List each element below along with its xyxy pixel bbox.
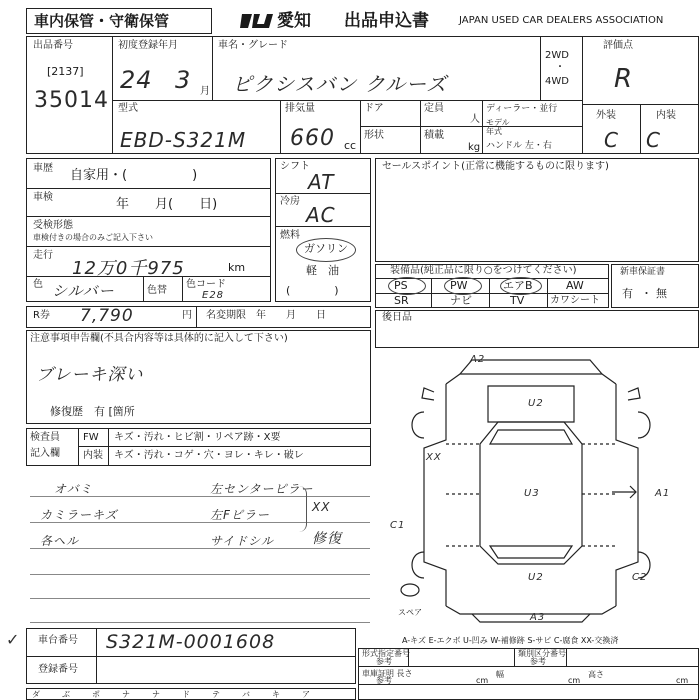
- registration-month-unit: 月: [200, 86, 210, 97]
- inspector-note-1: オバミ: [54, 482, 93, 496]
- aircon-value: AC: [306, 203, 336, 227]
- sales-point-label: セールスポイント(正常に機能するものに限ります): [382, 161, 609, 172]
- recycle-value: 7,790: [80, 306, 134, 326]
- equip-tv: TV: [510, 294, 525, 307]
- lot-label: 出品番号: [33, 40, 73, 51]
- history-label: 車歴: [33, 163, 53, 174]
- rating-value: R: [614, 64, 634, 94]
- org-name: 愛知: [277, 11, 311, 31]
- displacement-label: 排気量: [285, 103, 315, 114]
- recycle-label: R券: [33, 310, 50, 321]
- inspector-note-7: XX: [312, 500, 331, 514]
- width-label: 幅: [496, 670, 504, 679]
- lot-number: 35014: [34, 88, 109, 113]
- association-name: JAPAN USED CAR DEALERS ASSOCIATION: [459, 15, 664, 26]
- mileage-value: 12万0千975: [72, 258, 185, 279]
- footer-label-6: ド: [182, 690, 190, 699]
- bracket-mark: [298, 486, 307, 532]
- exterior-grade: C: [604, 128, 619, 152]
- interior-grade: C: [646, 128, 661, 152]
- doors-label: ドア: [364, 103, 384, 114]
- color-label: 色: [33, 279, 43, 290]
- footer-label-3: ポ: [92, 690, 100, 699]
- footer-label-1: ダ: [32, 690, 40, 699]
- model-value: EBD-S321M: [120, 128, 247, 152]
- damage-mark-u3: U3: [524, 488, 540, 499]
- damage-mark-c2: C2: [632, 572, 648, 583]
- drive-4wd: 4WD: [545, 76, 569, 87]
- fuel-diesel: 軽 油: [306, 264, 339, 277]
- inspector-row2-head: 内装: [83, 450, 103, 461]
- displacement-unit: cc: [344, 139, 357, 152]
- color-code-label: 色コード: [186, 279, 226, 290]
- lot-code: [2137]: [47, 65, 84, 78]
- damage-mark-a2: A2: [470, 354, 486, 365]
- inspector-note-4: 左センターピラー: [210, 482, 314, 496]
- model-label: 型式: [118, 103, 138, 114]
- length-unit: cm: [476, 676, 489, 685]
- height-unit: cm: [676, 676, 689, 685]
- meigi-label: 名変期限: [206, 310, 246, 321]
- drive-2wd: 2WD: [545, 50, 569, 61]
- handle-label: ハンドル 左・右: [486, 141, 552, 151]
- inspector-row1-head: FW: [83, 432, 99, 443]
- inspector-note-6: サイドシル: [210, 534, 274, 548]
- ps-circle: [388, 277, 426, 295]
- load-unit: kg: [468, 142, 481, 153]
- color-change-label: 色替: [147, 285, 167, 296]
- chassis-label: 車台番号: [38, 635, 78, 646]
- color-code-value: E28: [202, 290, 225, 301]
- interior-label: 内装: [656, 110, 676, 121]
- class-num-label: 類別区分番号: [518, 649, 566, 658]
- reg-number-label: 登録番号: [38, 664, 78, 675]
- sales-point-box: [375, 158, 699, 262]
- warranty-label: 新車保証書: [620, 267, 666, 277]
- load-label: 積載: [424, 130, 444, 141]
- inspection-value: 年 月( 日): [116, 197, 218, 212]
- damage-mark-xx: XX: [426, 452, 442, 463]
- year-word-label: 年式: [486, 127, 502, 136]
- footer-label-10: ア: [302, 690, 310, 699]
- shape-label: 形状: [364, 130, 384, 141]
- shift-value: AT: [308, 170, 335, 194]
- exterior-label: 外装: [596, 110, 616, 121]
- meigi-value: 年 月 日: [256, 310, 326, 321]
- ju-logo-icon: [238, 10, 280, 32]
- equip-ps: PS: [394, 279, 408, 292]
- height-label: 高さ: [588, 670, 604, 679]
- inspection-label: 車検: [33, 192, 53, 203]
- fuel-label: 燃料: [280, 230, 300, 241]
- footer-label-5: ナ: [152, 690, 160, 699]
- damage-mark-u2-top: U2: [528, 398, 544, 409]
- inspector-note-3: 各ヘル: [40, 534, 80, 548]
- equip-aw: AW: [566, 279, 584, 292]
- after-fit-box: [375, 310, 699, 348]
- dealer-label: ディーラー・並行: [486, 104, 558, 114]
- footer-label-4: ナ: [122, 690, 130, 699]
- history-value: 自家用・( ): [70, 168, 198, 183]
- check-mark-icon: ✓: [6, 630, 20, 649]
- recycle-unit: 円: [182, 310, 192, 321]
- damage-mark-a1: A1: [655, 488, 671, 499]
- shape-cert-ref: 参考: [376, 657, 392, 666]
- reception-note: 車検付きの場合のみご記入下さい: [33, 233, 153, 242]
- inspector-row1: キズ・汚れ・ヒビ割・リペア跡・X要: [114, 432, 281, 443]
- equip-leather-seat: カワシート: [550, 295, 600, 306]
- footer-label-2: ぶ: [62, 690, 70, 699]
- notes-label: 注意事項申告欄(不具合内容等は具体的に記入して下さい): [30, 333, 288, 344]
- registration-month: 3: [175, 66, 192, 94]
- footer-label-9: キ: [272, 690, 280, 699]
- form-title: 出品申込書: [344, 11, 429, 31]
- footer-label-8: バ: [242, 690, 250, 699]
- rating-label: 評価点: [603, 40, 633, 51]
- equip-pw: PW: [450, 279, 468, 292]
- storage-note: 車内保管・守衛保管: [34, 12, 170, 30]
- pw-circle: [444, 277, 482, 295]
- damage-mark-u2-bottom: U2: [528, 572, 544, 583]
- mileage-label: 走行: [33, 250, 53, 261]
- aircon-label: 冷房: [280, 196, 300, 207]
- inspector-note-5: 左Fピラー: [210, 508, 270, 522]
- repair-history: 修復歴 有 [箇所: [50, 405, 135, 418]
- equipment-label: 装備品(純正品に限り○をつけてください): [390, 265, 577, 276]
- vehicle-name: ピクシスバン クルーズ: [232, 72, 448, 96]
- notes-handwritten: ブレーキ深い: [36, 365, 144, 385]
- shape-cert-label: 形式指定番号: [362, 649, 410, 658]
- inspector-row2: キズ・汚れ・コゲ・穴・ヨレ・キレ・破レ: [114, 450, 304, 461]
- damage-mark-c1: C1: [390, 520, 406, 531]
- airbag-circle: [500, 277, 542, 295]
- capacity-unit: 人: [470, 114, 480, 125]
- vehicle-name-label: 車名・グレード: [218, 40, 288, 51]
- footer-label-7: テ: [212, 690, 220, 699]
- warranty-yes: 有: [622, 287, 633, 300]
- shift-label: シフト: [280, 161, 310, 172]
- capacity-label: 定員: [424, 103, 444, 114]
- ju-logo: [238, 10, 280, 32]
- equip-sr: SR: [394, 294, 409, 307]
- displacement-value: 660: [290, 126, 335, 151]
- class-num-ref: 参考: [530, 657, 546, 666]
- inspector-label-2: 記入欄: [30, 448, 60, 459]
- equip-airbag: エアB: [503, 279, 533, 292]
- dims-label: 車庫証明 長さ: [362, 669, 413, 678]
- model-year-label: モデル: [486, 118, 510, 127]
- chassis-value: S321M-0001608: [106, 631, 276, 653]
- after-fit-label: 後日品: [382, 312, 412, 323]
- fuel-other: ( ): [286, 284, 339, 297]
- mileage-unit: km: [228, 261, 246, 274]
- reception-label: 受検形態: [33, 220, 73, 231]
- equip-navi: ナビ: [450, 294, 472, 307]
- registration-year: 24: [120, 66, 153, 94]
- spare-label: スペア: [398, 608, 422, 617]
- dims-ref: 参考: [376, 676, 392, 685]
- inspector-label-1: 検査員: [30, 432, 60, 443]
- warranty-no: 無: [656, 287, 667, 300]
- inspector-note-8: 修復: [312, 531, 342, 547]
- damage-mark-a3: A3: [530, 612, 546, 623]
- inspector-note-2: カミラーキズ: [40, 508, 118, 522]
- color-value: シルバー: [52, 282, 115, 300]
- width-unit: cm: [568, 676, 581, 685]
- damage-legend: A-キズ E-エクボ U-凹み W-補修跡 S-サビ C-腐食 XX-交換済: [402, 636, 619, 645]
- fuel-gasoline: ガソリン: [304, 242, 348, 255]
- registration-label: 初度登録年月: [118, 40, 178, 51]
